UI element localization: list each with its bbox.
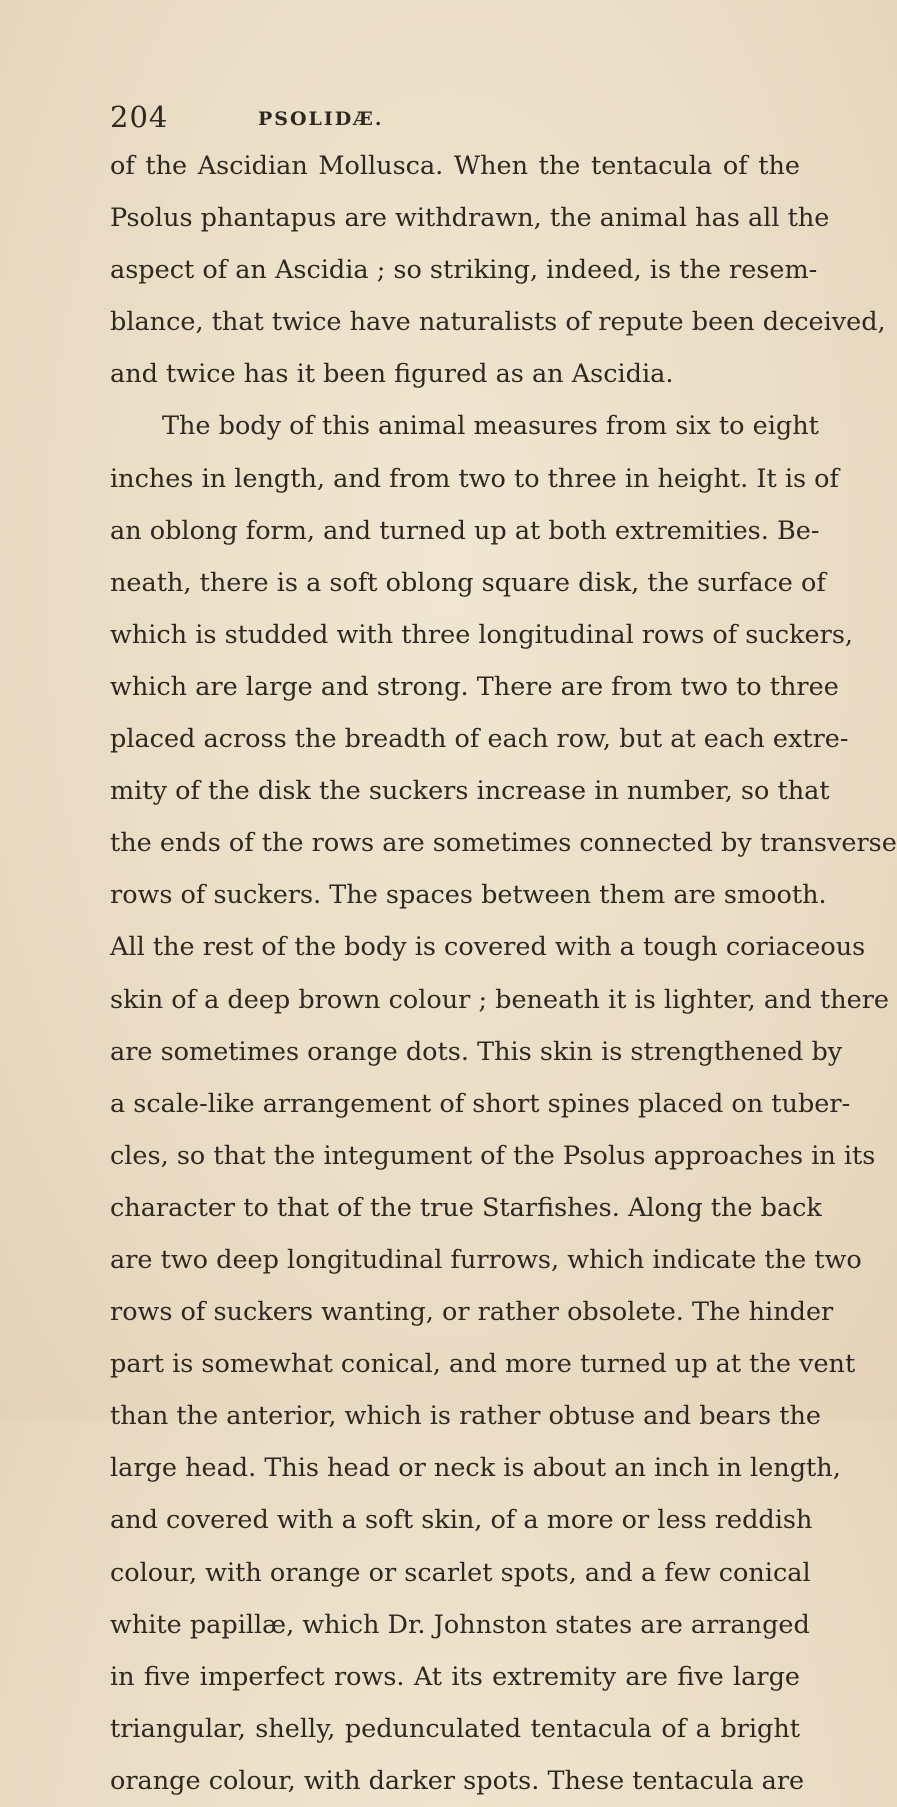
text-line: All the rest of the body is covered with a tough coriaceous [110,932,866,963]
text-line: of the Ascidian Mollusca. When the tentacula of the [110,151,800,181]
text-line: and covered with a soft skin, of a more or less reddish [110,1505,813,1536]
text-line: rows of suckers wanting, or rather obsolete. The hinder [110,1297,834,1328]
text-line: part is somewhat conical, and more turned up at the vent [110,1349,856,1380]
text-line: inches in length, and from two to three in height. It is of [110,463,839,494]
text-line: colour, with orange or scarlet spots, and a few conical [110,1557,811,1588]
text-line: blance, that twice have naturalists of repute been deceived, [110,307,886,338]
text-line: orange colour, with darker spots. These tentacula are [110,1765,805,1796]
text-line: neath, there is a soft oblong square disk, the surface of [110,567,826,598]
text-line: large head. This head or neck is about an inch in length, [110,1453,841,1484]
text-line: are sometimes orange dots. This skin is strengthened by [110,1036,843,1067]
text-line: aspect of an Ascidia ; so striking, indeed, is the resem- [110,255,818,286]
text-line: are two deep longitudinal furrows, which indicate the two [110,1244,862,1275]
text-line: rows of suckers. The spaces between them are smooth. [110,880,827,911]
text-line: skin of a deep brown colour ; beneath it is lighter, and there [110,984,889,1015]
body-text [110,140,897,1807]
text-line: and twice has it been figured as an Ascidia. [110,359,674,390]
text-line: placed across the breadth of each row, but at each extre- [110,724,849,755]
page-number: 204 [110,100,169,134]
text-line: in five imperfect rows. At its extremity are five large [110,1661,800,1692]
running-title: PSOLIDÆ. [258,108,384,130]
text-line: mity of the disk the suckers increase in number, so that [110,776,830,807]
text-line: which are large and strong. There are from two to three [110,671,839,702]
text-line: an oblong form, and turned up at both extremities. Be- [110,515,820,546]
text-line: The body of this animal measures from six to eight [162,411,819,442]
text-line: the ends of the rows are sometimes connected by transverse [110,828,897,859]
text-line: triangular, shelly, pedunculated tentacula of a bright [110,1713,800,1744]
text-line: a scale-like arrangement of short spines placed on tuber- [110,1088,851,1119]
text-line: character to that of the true Starfishes. Along the back [110,1192,822,1223]
running-head [110,100,760,140]
text-line: cles, so that the integument of the Psolus approaches in its [110,1140,876,1171]
text-line: than the anterior, which is rather obtuse and bears the [110,1401,821,1432]
text-line: Psolus phantapus are withdrawn, the animal has all the [110,203,830,234]
text-line: white papillæ, which Dr. Johnston states are arranged [110,1609,810,1640]
text-line: which is studded with three longitudinal rows of suckers, [110,619,854,650]
